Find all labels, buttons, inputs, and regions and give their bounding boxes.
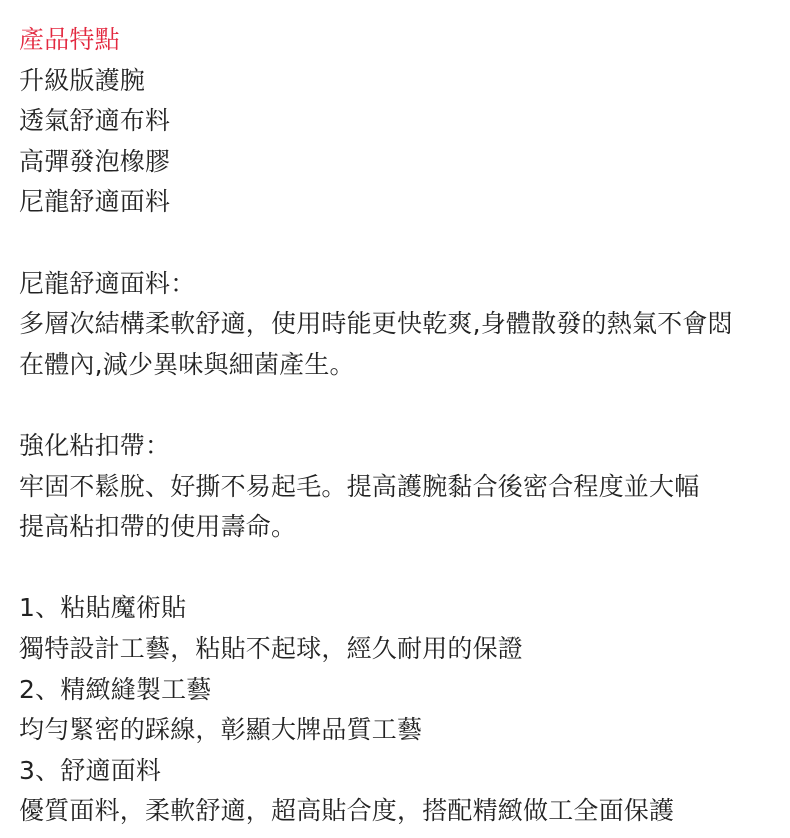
spacer <box>19 385 789 426</box>
point-description: 優質面料，柔軟舒適，超高貼合度，搭配精緻做工全面保護 <box>19 796 675 826</box>
feature-item: 透氣舒適布料 <box>19 106 171 136</box>
product-features-heading: 產品特點 <box>19 25 120 54</box>
point-title: 3、舒適面料 <box>19 755 162 785</box>
point-description: 均勻緊密的踩線，彰顯大牌品質工藝 <box>19 715 423 745</box>
feature-item: 尼龍舒適面料 <box>19 187 171 217</box>
velcro-section-text: 牢固不鬆脫、好撕不易起毛。提高護腕黏合後密合程度並大幅 <box>19 471 700 501</box>
nylon-section-text: 多層次結構柔軟舒適，使用時能更快乾爽,身體散發的熱氣不會悶 <box>19 309 733 339</box>
nylon-section-title: 尼龍舒適面料： <box>19 268 196 298</box>
nylon-section-text: 在體內,減少異味與細菌產生。 <box>19 349 355 379</box>
feature-item: 高彈發泡橡膠 <box>19 146 171 176</box>
point-title: 2、精緻縫製工藝 <box>19 674 212 704</box>
product-description <box>19 20 789 832</box>
velcro-section-text: 提高粘扣帶的使用壽命。 <box>19 512 297 542</box>
point-title: 1、粘貼魔術貼 <box>19 593 187 623</box>
spacer <box>19 548 789 589</box>
spacer <box>19 223 789 264</box>
point-description: 獨特設計工藝，粘貼不起球，經久耐用的保證 <box>19 633 524 663</box>
velcro-section-title: 強化粘扣帶： <box>19 430 171 460</box>
feature-item: 升級版護腕 <box>19 65 146 95</box>
